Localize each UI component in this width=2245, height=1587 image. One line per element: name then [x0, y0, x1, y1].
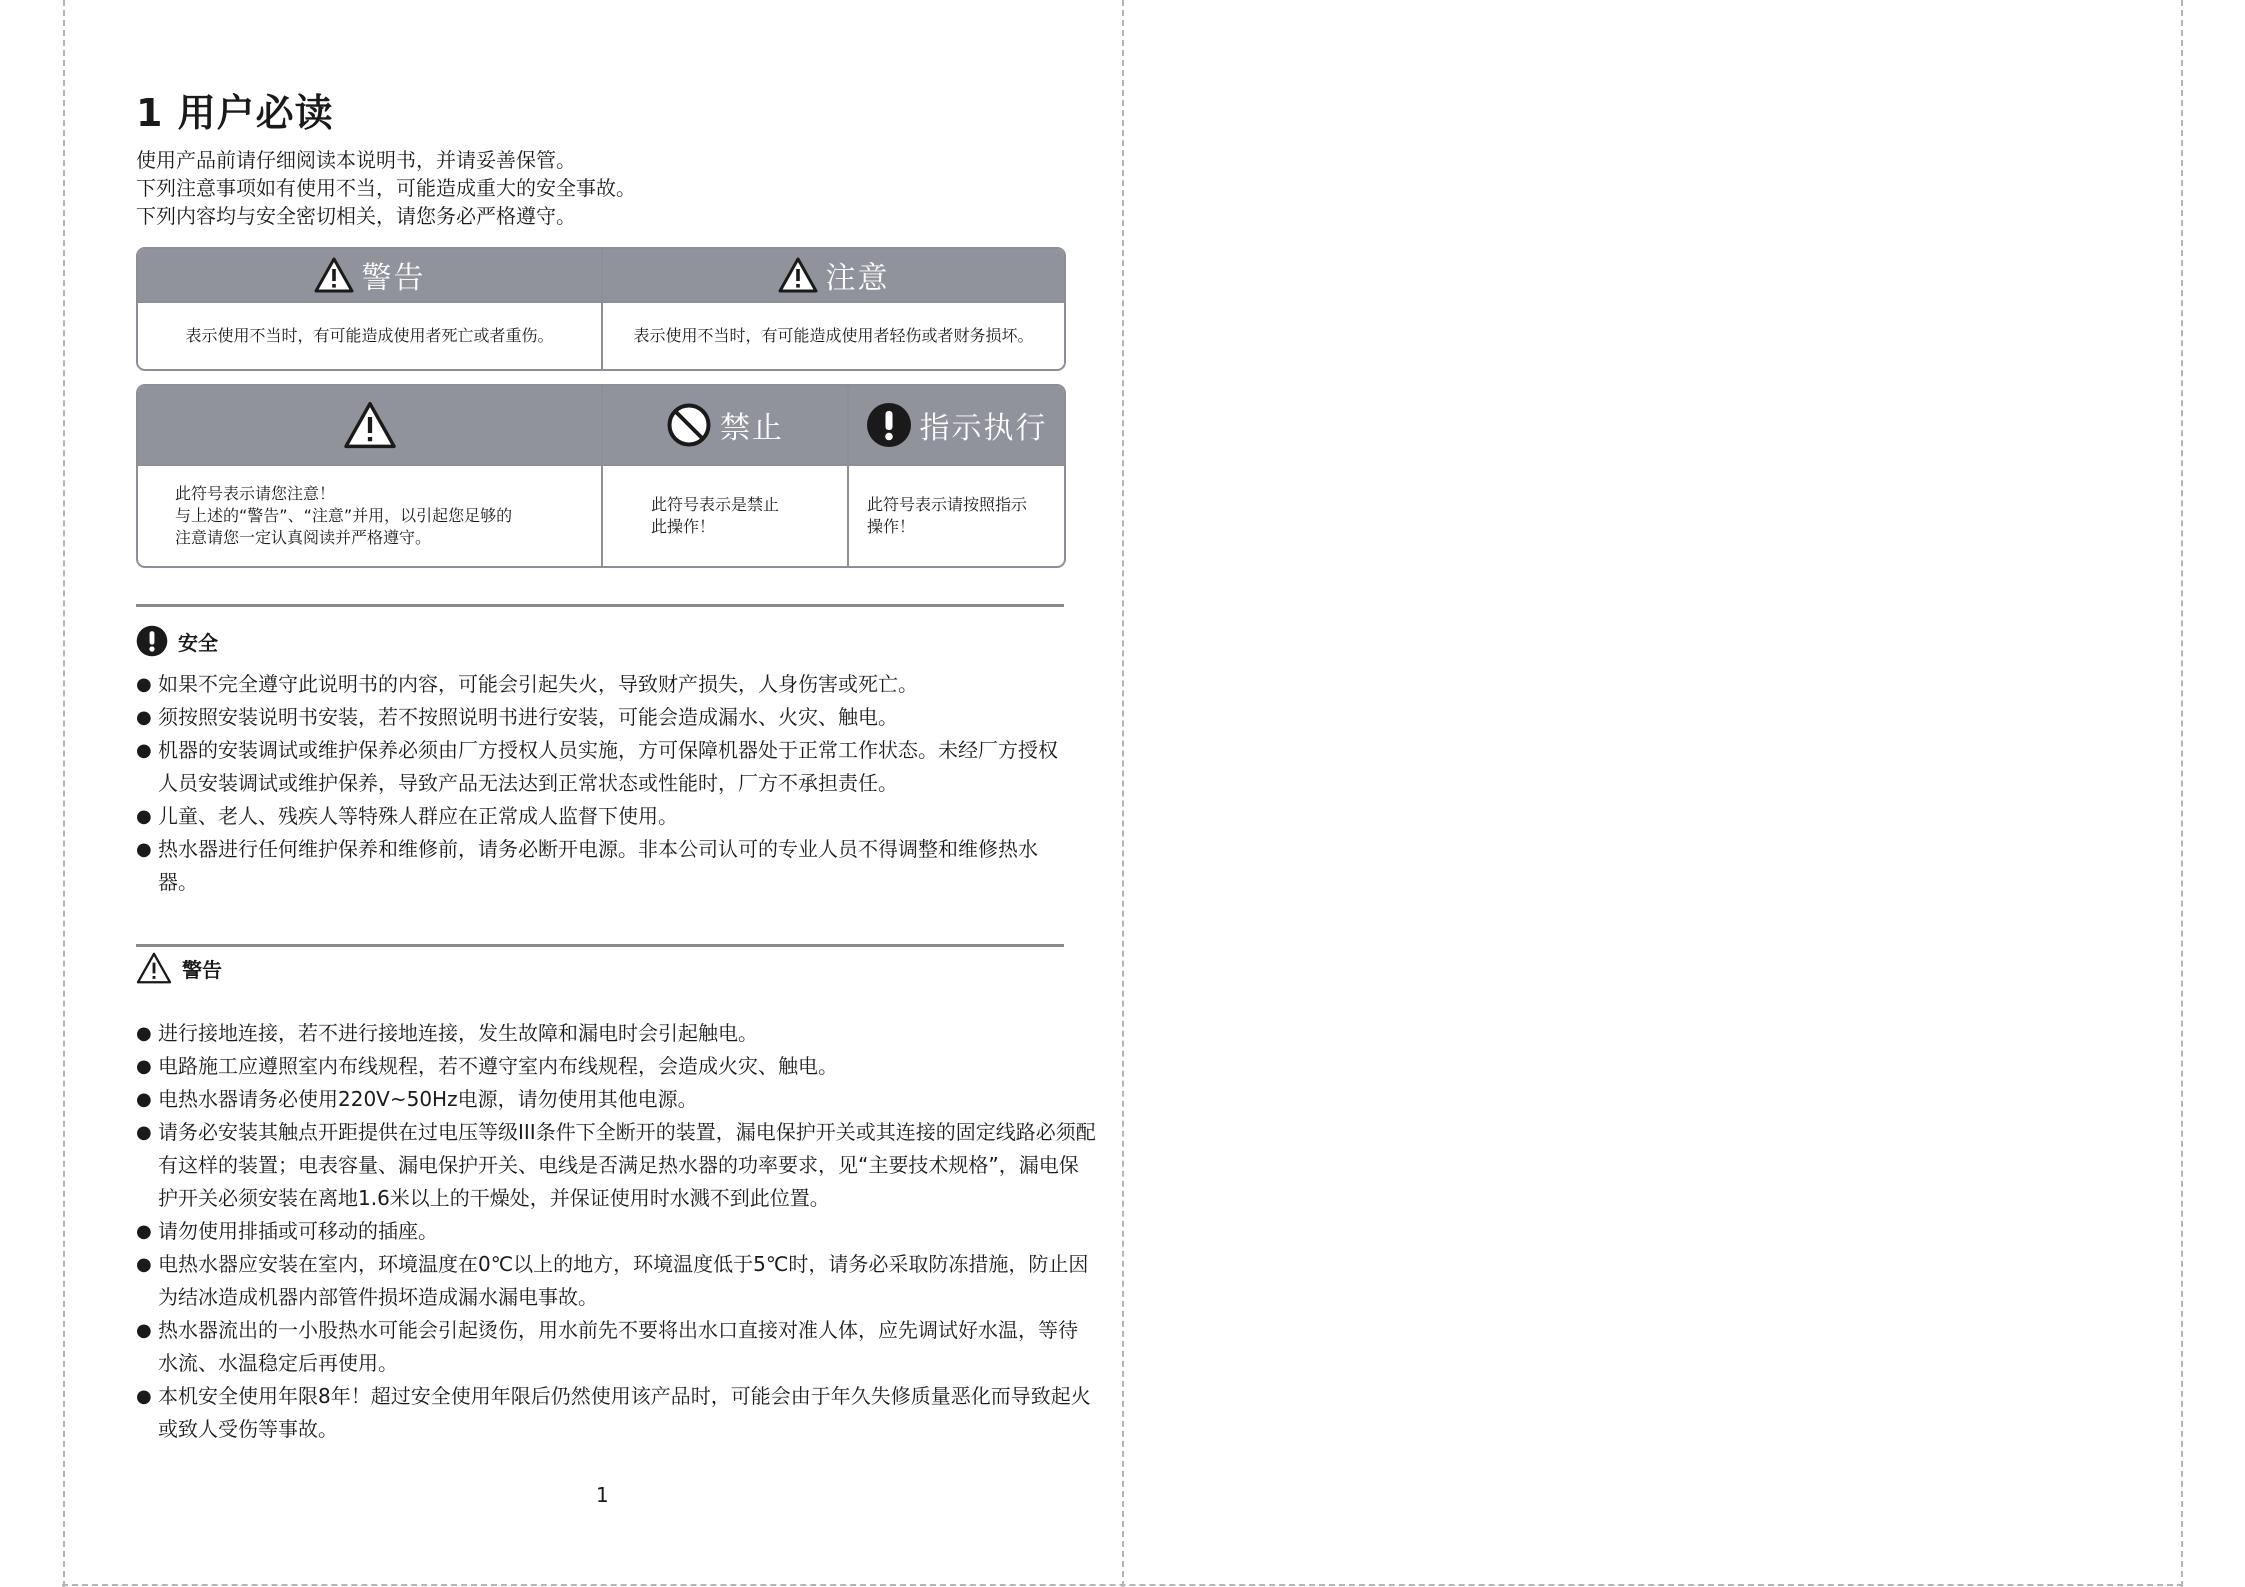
list-item	[136, 1380, 1096, 1446]
attention-cell	[138, 386, 603, 566]
attention-desc-line: 与上述的“警告”、“注意”并用，以引起您足够的	[175, 506, 513, 525]
warning-label: 警告	[361, 261, 426, 296]
list-item-text: 儿童、老人、残疾人等特殊人群应在正常成人监督下使用。	[158, 804, 678, 828]
prohibit-desc-line: 此操作！	[651, 517, 716, 536]
bullet: ●	[136, 1221, 152, 1242]
list-item-text: 请务必安装其触点开距提供在过电压等级III条件下全断开的装置，漏电保护开关或其连接的固定线路必须配有这样的装置；电表容量、漏电保护开关、电线是否满足热水器的功率要求，见“主要技术规格”，漏电保护开关必须安装在离地1.6米以上的干燥处，并保证使用时水溅不到此位置。	[158, 1120, 1096, 1210]
list-item-text: 进行接地连接，若不进行接地连接，发生故障和漏电时会引起触电。	[158, 1021, 758, 1045]
manual-page	[136, 0, 1096, 1587]
exclamation-circle-icon	[866, 402, 912, 448]
mandatory-header	[849, 386, 1064, 466]
mandatory-desc-line: 操作！	[867, 517, 916, 536]
caution-header	[603, 249, 1064, 303]
bullet: ●	[136, 1023, 152, 1044]
bullet: ●	[136, 674, 152, 695]
bullet: ●	[136, 1386, 152, 1407]
list-item	[136, 701, 1066, 734]
bullet: ●	[136, 740, 152, 761]
attention-description	[138, 466, 601, 566]
mandatory-cell	[849, 386, 1064, 566]
prohibit-description	[603, 466, 847, 566]
list-item-text: 须按照安装说明书安装，若不按照说明书进行安装，可能会造成漏水、火灾、触电。	[158, 705, 898, 729]
mandatory-description	[849, 466, 1064, 566]
list-item-text: 如果不完全遵守此说明书的内容，可能会引起失火，导致财产损失，人身伤害或死亡。	[158, 672, 918, 696]
intro-line: 使用产品前请仔细阅读本说明书，并请妥善保管。	[136, 148, 576, 172]
left-trim-line	[63, 0, 65, 1587]
attention-header	[138, 386, 601, 466]
mandatory-label: 指示执行	[919, 411, 1048, 446]
intro-line: 下列内容均与安全密切相关，请您务必严格遵守。	[136, 204, 576, 228]
bullet: ●	[136, 1056, 152, 1077]
bullet: ●	[136, 1089, 152, 1110]
caution-cell	[603, 249, 1064, 369]
intro-line: 下列注意事项如有使用不当，可能造成重大的安全事故。	[136, 176, 636, 200]
signal-word-table	[136, 247, 1066, 371]
list-item-text: 热水器进行任何维护保养和维修前，请务必断开电源。非本公司认可的专业人员不得调整和维修热水器。	[158, 837, 1038, 894]
list-item	[136, 734, 1066, 800]
prohibit-desc-line: 此符号表示是禁止	[651, 495, 780, 514]
warning-list	[136, 1017, 1096, 1446]
warning-triangle-icon	[136, 952, 172, 984]
attention-desc-line: 此符号表示请您注意！	[175, 484, 336, 503]
safety-list	[136, 668, 1066, 899]
warning-triangle-icon	[343, 401, 397, 449]
page-title: 1 用户必读	[136, 91, 334, 135]
list-item	[136, 1083, 1096, 1116]
page-number: 1	[596, 1483, 609, 1507]
list-item-text: 电热水器请务必使用220V~50Hz电源，请勿使用其他电源。	[158, 1087, 698, 1111]
list-item-text: 机器的安装调试或维护保养必须由厂方授权人员实施，方可保障机器处于正常工作状态。未经厂方授权人员安装调试或维护保养，导致产品无法达到正常状态或性能时，厂方不承担责任。	[158, 738, 1058, 795]
list-item	[136, 1017, 1096, 1050]
prohibit-header	[603, 386, 847, 466]
symbol-table	[136, 384, 1066, 568]
bullet: ●	[136, 1254, 152, 1275]
fold-line	[1122, 0, 1124, 1587]
list-item-text: 热水器流出的一小股热水可能会引起烫伤，用水前先不要将出水口直接对准人体，应先调试好水温，等待水流、水温稳定后再使用。	[158, 1318, 1078, 1375]
mandatory-desc-line: 此符号表示请按照指示	[867, 495, 1028, 514]
list-item-text: 本机安全使用年限8年！超过安全使用年限后仍然使用该产品时，可能会由于年久失修质量恶化而导致起火或致人受伤等事故。	[158, 1384, 1091, 1441]
list-item	[136, 1116, 1096, 1215]
bullet: ●	[136, 1122, 152, 1143]
bullet: ●	[136, 1320, 152, 1341]
prohibit-label: 禁止	[720, 411, 784, 446]
bullet: ●	[136, 707, 152, 728]
list-item-text: 电热水器应安装在室内，环境温度在0℃以上的地方，环境温度低于5℃时，请务必采取防冻措施，防止因为结冰造成机器内部管件损坏造成漏水漏电事故。	[158, 1252, 1089, 1309]
list-item-text: 电路施工应遵照室内布线规程，若不遵守室内布线规程，会造成火灾、触电。	[158, 1054, 838, 1078]
section-divider	[136, 944, 1064, 947]
section-divider	[136, 604, 1064, 607]
bullet: ●	[136, 839, 152, 860]
exclamation-circle-icon	[136, 625, 168, 657]
warning-triangle-icon	[778, 257, 818, 293]
warning-cell	[138, 249, 603, 369]
attention-desc-line: 注意请您一定认真阅读并严格遵守。	[175, 528, 432, 547]
prohibit-circle-icon	[666, 402, 712, 448]
safety-heading	[136, 625, 218, 657]
intro-text	[136, 146, 636, 230]
list-item	[136, 1314, 1096, 1380]
safety-heading-label: 安全	[178, 630, 218, 655]
right-trim-line	[2181, 0, 2183, 1587]
list-item	[136, 833, 1066, 899]
warning-triangle-icon	[314, 257, 354, 293]
caution-label: 注意	[825, 261, 890, 296]
caution-description: 表示使用不当时，有可能造成使用者轻伤或者财务损坏。	[633, 326, 1034, 345]
list-item-text: 请勿使用排插或可移动的插座。	[158, 1219, 438, 1243]
list-item	[136, 1248, 1096, 1314]
prohibit-cell	[603, 386, 849, 566]
list-item	[136, 1215, 1096, 1248]
list-item	[136, 668, 1066, 701]
bullet: ●	[136, 806, 152, 827]
warning-header	[138, 249, 601, 303]
warning-heading	[136, 952, 222, 984]
list-item	[136, 800, 1066, 833]
list-item	[136, 1050, 1096, 1083]
warning-description: 表示使用不当时，有可能造成使用者死亡或者重伤。	[185, 326, 554, 345]
warning-heading-label: 警告	[182, 957, 222, 982]
